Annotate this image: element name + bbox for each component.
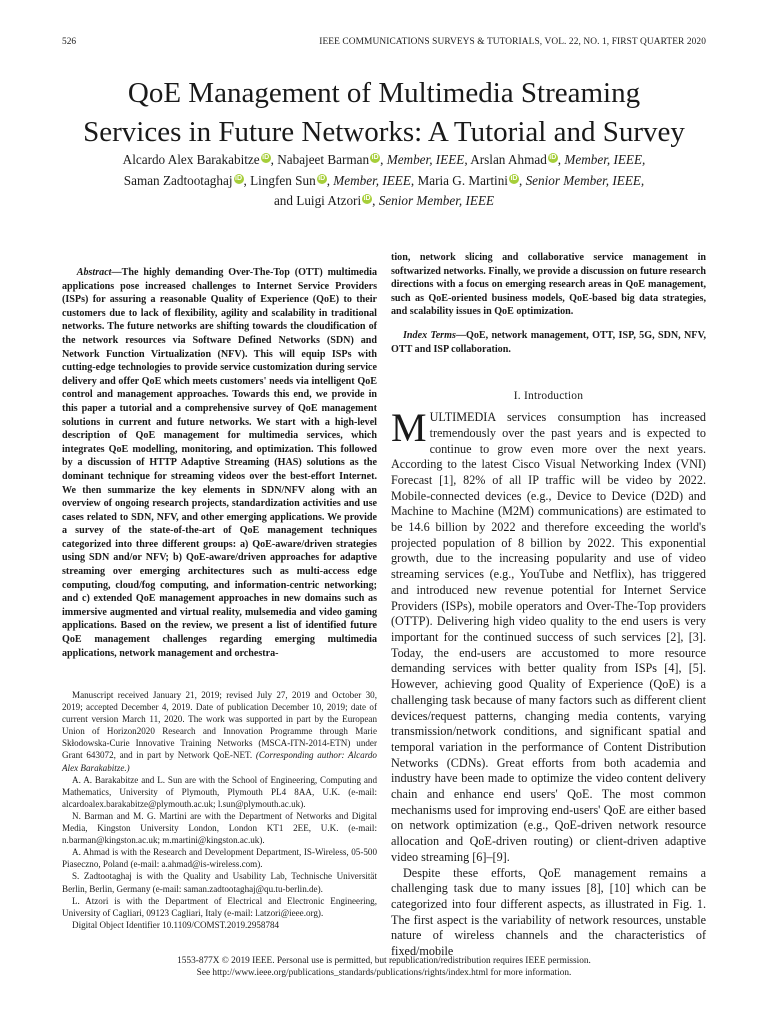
- paper-title: [30, 74, 738, 152]
- paragraph: [391, 405, 706, 865]
- footnote-affiliation: A. A. Barakabitze and L. Sun are with the School of Engineering, Computing and Mathematics, University of Plymouth, Plymouth PL4 8AA, U.K. (e-mail: alcardoalex.barakabitze@plymouth.ac.uk; l.sun@plymouth.ac.uk).: [62, 774, 377, 809]
- footnote-affiliation: L. Atzori is with the Department of Electrical and Electronic Engineering, University of Cagliari, 09123 Cagliari, Italy (e-mail: l.atzori@ieee.org).: [62, 895, 377, 918]
- index-terms: [391, 329, 706, 356]
- orcid-icon[interactable]: iD: [262, 154, 270, 161]
- orcid-icon[interactable]: iD: [510, 174, 518, 182]
- author-name: Maria G. Martini: [417, 172, 508, 188]
- page-header: [62, 37, 706, 51]
- page-number: 526: [62, 37, 77, 47]
- abstract-continuation: tion, network slicing and collaborative service management in softwarized networks. Finally, we provide a discussion on future research directions with a focus on emerging research areas in QoE management, such as QoE-oriented business models, QoE-based big data strategies, and scalability issues in QoE optimization.: [391, 252, 706, 318]
- journal-name: IEEE COMMUNICATIONS SURVEYS & TUTORIALS, VOL. 22, NO. 1, FIRST QUARTER 2020: [319, 37, 706, 47]
- abstract: [62, 266, 377, 660]
- orcid-icon[interactable]: iD: [371, 154, 379, 161]
- author-affiliation: Member, IEEE: [386, 152, 465, 167]
- footnote: [62, 689, 377, 931]
- author-list: [40, 150, 728, 212]
- abstract-lead: Abstract: [76, 267, 112, 278]
- dropcap-rest: ULTIMEDIA: [429, 410, 496, 425]
- doi[interactable]: Digital Object Identifier 10.1109/COMST.2019.2958784: [72, 919, 280, 930]
- author-name: Alcardo Alex Barakabitze: [122, 152, 260, 167]
- copyright-line-1: 1553-877X © 2019 IEEE. Personal use is permitted, but republication/redistribution requires IEEE permission.: [177, 956, 591, 966]
- author-name: and Luigi Atzori: [273, 193, 362, 208]
- dropcap: M: [391, 405, 427, 451]
- author-affiliation: Senior Member, IEEE,: [525, 172, 645, 188]
- paragraph: Despite these efforts, QoE management remains a challenging task due to many issues [8], [10] which can be categorized into four different aspects, as illustrated in Fig. 1. The first aspect is the variability of network resources, unstable nature of wireless channels and the characteristics of fixed/mobile: [391, 865, 706, 959]
- author-line-3: and Luigi Atzori iD , Senior Member, IEEE: [273, 193, 495, 208]
- section-body: [391, 405, 706, 960]
- index-terms-text: —QoE, network management, OTT, ISP, 5G, SDN, NFV, OTT and ISP collaboration.: [391, 329, 706, 355]
- footnote-affiliation: N. Barman and M. G. Martini are with the Department of Networks and Digital Media, Kingston University London, London KT1 2EE, U.K. (e-mail: n.barman@kingston.ac.uk; m.martini@kingston.ac.uk).: [62, 810, 377, 846]
- copyright-line-2[interactable]: See http://www.ieee.org/publications_standards/publications/rights/index.html for more information.: [196, 968, 572, 978]
- footnote-affiliation: S. Zadtootaghaj is with the Quality and Usability Lab, Technische Universität Berlin, Berlin, Germany (e-mail: saman.zadtootaghaj@qu.tu-berlin.de).: [62, 871, 377, 894]
- paragraph-text: services consumption has increased tremendously over the past years and is expected to continue to grow even more over the next years. According to the latest Cisco Visual Networking Index (VNI) Forecast [1], 82% of all IP traffic will be video by 2022. Mobile-connected devices (e.g., Device to Device (D2D) and Machine to Machine (M2M) communications) are estimated to be 14.6 billion by 2022 and therefore exceeding the world's projected population of 8 billion by 2022. This exponential growth, due to the increasing popularity and use of video streaming services (e.g., YouTube and Netflix), has triggered and introduced new revenue potential for Internet Service Providers (ISPs), mobile operators and Over-The-Top providers (OTTP). Delivering high video quality to the end users is very important for the continued success of such services [2], [3]. Today, the end-users are accustomed to more resource demanding services with better quality from ISPs [4], [5]. However, achieving good Quality of Experience (QoE) is a challenging task because of many factors such as different client devices/request patterns, changing media contents, varying transmission/network conditions, and significant spatial and temporal variation in the performance of Content Distribution Networks (CDNs). Great efforts from both academia and industry have been made to optimize the video content delivery chain and enhance end users' QoE. The most common mechanisms used for improving end-users' QoE are either based on network optimization (e.g., QoE-driven network resource allocation and QoE-driven routing) or client-driven adaptive video streaming [6]–[9].: [391, 410, 706, 864]
- author-name: Saman Zadtootaghaj: [123, 172, 233, 188]
- abstract-text: —The highly demanding Over-The-Top (OTT) multimedia applications pose increased challenges to Internet Service Providers (ISPs) for assuring a reasonable Quality of Experience (QoE) to their customers due to lack of flexibility, agility and scalability in traditional networks. The future networks are shifting towards the cloudification of the network resources via Software Defined Networks (SDN) and Network Function Virtualization (NFV). This will equip ISPs with cutting-edge technologies to provide service customization during service delivery and offer QoE which meets customers' needs via intelligent QoE control and management approaches. Towards this end, we provide in this paper a tutorial and a comprehensive survey of QoE management solutions in current and future networks. We start with a high-level description of QoE management for multimedia services, which integrates QoE modelling, monitoring, and optimization. This followed by a discussion of HTTP Adaptive Streaming (HAS) solutions as the dominant technique for streaming videos over the best-effort Internet. We then summarize the key elements in SDN/NFV along with an overview of ongoing research projects, standardization activities and use cases related to SDN, NFV, and other emerging applications. We provide a survey of the state-of-the-art of QoE management techniques categorized into three different groups: a) QoE-aware/driven strategies using SDN and/or NFV; b) QoE-aware/driven approaches for adaptive streaming over emerging architectures such as multi-access edge computing, cloud/fog computing, and information-centric networking; and c) extended QoE management approaches in new domains such as immersive augmented and virtual reality, mulsemedia and video gaming applications. Based on the review, we present a list of identified future QoE management challenges regarding emerging multimedia applications, network management and orchestra-: [62, 267, 377, 659]
- section-heading: I. Introduction: [513, 390, 584, 403]
- author-line-1: Alcardo Alex Barakabitze iD , Nabajeet Barman iD , Member, IEEE, Arslan Ahmad iD , Member, IEEE,: [122, 152, 646, 167]
- footnote-affiliation: A. Ahmad is with the Research and Development Department, IS-Wireless, 05-500 Piaseczno, Poland (e-mail: a.ahmad@is-wireless.com).: [62, 847, 377, 870]
- author-name: Lingfen Sun: [250, 172, 316, 188]
- author-name: Arslan Ahmad: [470, 152, 547, 167]
- orcid-icon[interactable]: iD: [549, 154, 557, 161]
- corresponding-author: (Corresponding author: Alcardo Alex Barakabitze.): [62, 750, 377, 773]
- title-line-2: Services in Future Networks: A Tutorial and Survey: [83, 116, 685, 148]
- footnote-manuscript: [62, 689, 377, 774]
- right-column: [391, 251, 706, 960]
- orcid-icon[interactable]: iD: [363, 195, 371, 202]
- footnote-text: Manuscript received January 21, 2019; revised July 27, 2019 and October 30, 2019; accepted December 4, 2019. Date of publication December 10, 2019; date of current version March 11, 2020. The work was supported in part by the European Union of Horizon2020 Research and Innovation Programme through Marie Skłodowska-Curie Innovative Training Networks (MSCA-ITN-2014-ETN) under Grant 643072, and in part by Network QoE-NET.: [62, 690, 377, 761]
- left-column: [62, 266, 377, 660]
- title-line-1: QoE Management of Multimedia Streaming: [127, 77, 641, 109]
- author-name: Nabajeet Barman: [277, 152, 370, 167]
- author-line-2: Saman Zadtootaghaj iD , Lingfen Sun iD , Member, IEEE, Maria G. Martini iD , Senior Member, IEEE,: [123, 172, 645, 188]
- author-affiliation: Member, IEEE,: [564, 152, 646, 167]
- copyright-notice: [62, 955, 706, 979]
- orcid-icon[interactable]: iD: [318, 174, 326, 182]
- author-affiliation: Member, IEEE: [333, 172, 411, 188]
- index-terms-lead: Index Terms: [403, 329, 456, 341]
- orcid-icon[interactable]: iD: [235, 174, 243, 182]
- author-affiliation: Senior Member, IEEE: [378, 193, 495, 208]
